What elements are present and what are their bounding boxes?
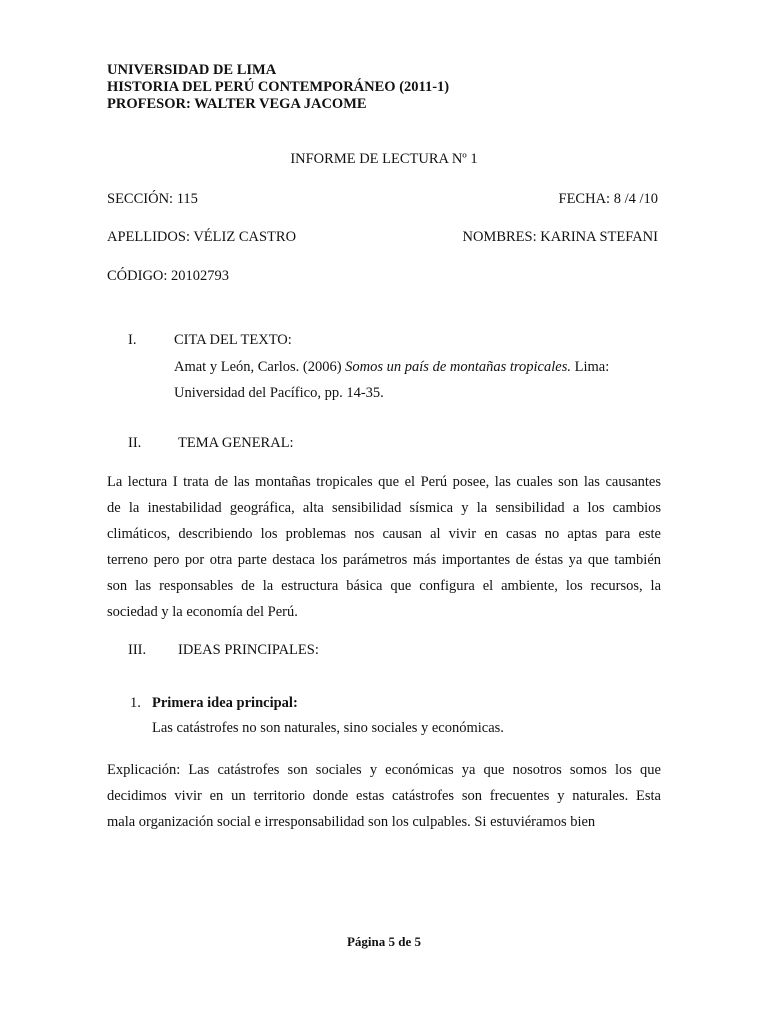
page-number-footer: Página 5 de 5 [346, 934, 422, 949]
student-code: CÓDIGO: 20102793 [107, 268, 230, 284]
section-two-title: TEMA GENERAL: [178, 435, 294, 451]
citation-line-1 [174, 359, 609, 376]
section-two-numeral: II. [128, 435, 142, 451]
paragraph-line: de la inestabilidad geográfica, alta sensibilidad sísmica y la sensibilidad a los cambios [107, 500, 661, 516]
paragraph-line: terreno pero por otra parte destaca los parámetros más importantes de éstas ya que también [107, 552, 661, 568]
section-three-numeral: III. [128, 642, 147, 658]
citation-publisher: Universidad del Pacífico, pp. 14-35. [174, 385, 384, 401]
citation-title: Somos un país de montañas tropicales. [345, 359, 571, 375]
idea-item-title: Primera idea principal: [152, 695, 298, 711]
section-one-numeral: I. [128, 332, 137, 348]
general-theme-paragraph [107, 469, 661, 625]
report-title: INFORME DE LECTURA Nº 1 [290, 151, 478, 167]
paragraph-line: Explicación: Las catástrofes son sociales y económicas ya que nosotros somos los que [107, 762, 661, 778]
report-date: FECHA: 8 /4 /10 [558, 191, 658, 207]
paragraph-line: son las responsables de la estructura básica que configura el ambiente, los recursos, la [107, 578, 661, 594]
student-names: NOMBRES: KARINA STEFANI [462, 229, 658, 245]
paragraph-line: mala organización social e irresponsabilidad son los culpables. Si estuviéramos bien [107, 814, 596, 830]
section-number: SECCIÓN: 115 [107, 191, 198, 207]
explanation-paragraph [107, 757, 661, 835]
student-surnames: APELLIDOS: VÉLIZ CASTRO [107, 229, 297, 245]
paragraph-line: La lectura I trata de las montañas tropicales que el Perú posee, las cuales son las causantes [107, 474, 661, 490]
course-name: HISTORIA DEL PERÚ CONTEMPORÁNEO (2011-1) [107, 79, 450, 95]
section-three-title: IDEAS PRINCIPALES: [178, 642, 319, 658]
citation-place: Lima: [570, 359, 610, 375]
paragraph-line: climáticos, describiendo los problemas nos causan al vivir en casas no aptas para este [107, 526, 661, 542]
idea-item-text: Las catástrofes no son naturales, sino sociales y económicas. [152, 720, 504, 736]
section-one-title: CITA DEL TEXTO: [174, 332, 292, 348]
citation-author: Amat y León, Carlos. (2006) [174, 359, 346, 375]
idea-item-number: 1. [130, 695, 141, 711]
university-name: UNIVERSIDAD DE LIMA [107, 62, 277, 78]
paragraph-line: decidimos vivir en un territorio donde estas catástrofes son frecuentes y naturales. Esta [107, 788, 661, 804]
professor-name: PROFESOR: WALTER VEGA JACOME [107, 96, 367, 112]
paragraph-line: sociedad y la economía del Perú. [107, 604, 298, 620]
